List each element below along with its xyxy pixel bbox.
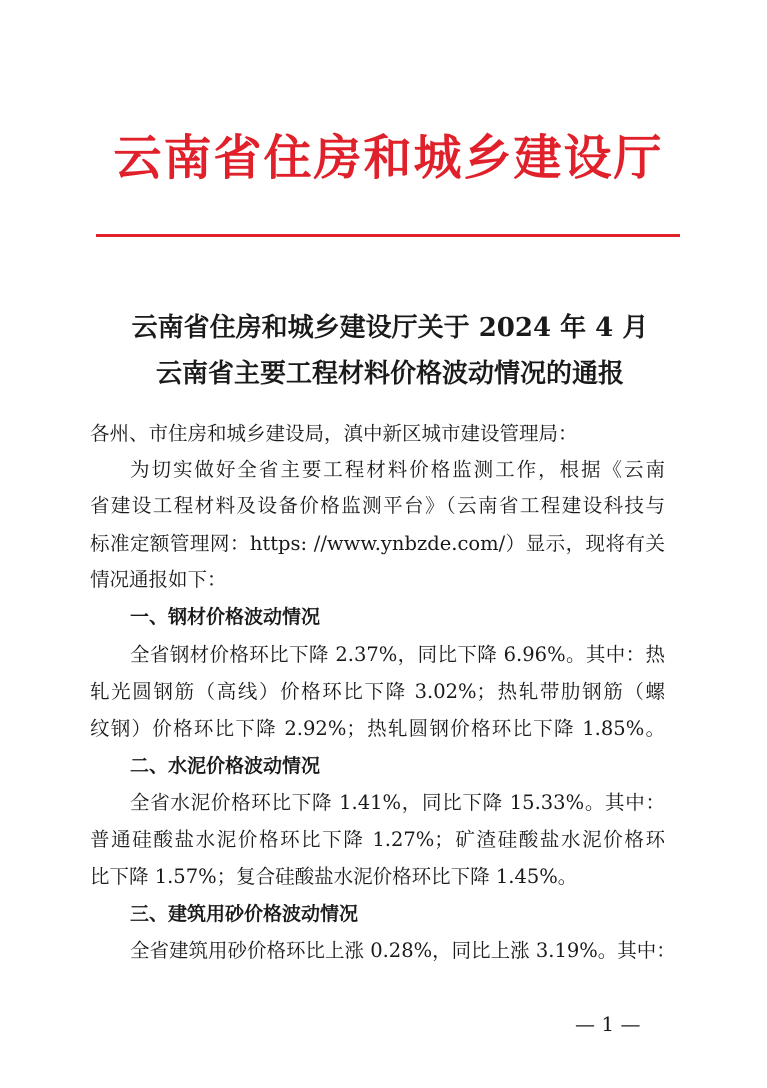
section-heading-cement: 二、水泥价格波动情况 <box>130 755 321 777</box>
page-number: — 1 — <box>575 1012 641 1036</box>
steel-line-2: 轧光圆钢筋（高线）价格环比下降 3.02%；热轧带肋钢筋（螺 <box>90 680 665 703</box>
salutation: 各州、市住房和城乡建设局，滇中新区城市建设管理局： <box>90 422 578 445</box>
steel-line-1: 全省钢材价格环比下降 2.37%，同比下降 6.96%。其中：热 <box>130 643 665 666</box>
section-heading-sand: 三、建筑用砂价格波动情况 <box>130 903 359 925</box>
cement-line-1: 全省水泥价格环比下降 1.41%，同比下降 15.33%。其中： <box>130 791 665 814</box>
intro-line-2: 省建设工程材料及设备价格监测平台》（云南省工程建设科技与 <box>90 494 665 517</box>
document-title-line-1: 云南省住房和城乡建设厅关于 2024 年 4 月 <box>131 313 649 343</box>
cement-line-2: 普通硅酸盐水泥价格环比下降 1.27%；矿渣硅酸盐水泥价格环 <box>90 828 665 851</box>
intro-line-3: 标准定额管理网：https: //www.ynbzde.com/）显示，现将有关 <box>90 532 665 555</box>
organization-header: 云南省住房和城乡建设厅 <box>113 130 664 186</box>
red-header-rule <box>96 234 680 237</box>
sand-line-1: 全省建筑用砂价格环比上涨 0.28%，同比上涨 3.19%。其中： <box>130 939 676 962</box>
steel-line-3: 纹钢）价格环比下降 2.92%；热轧圆钢价格环比下降 1.85%。 <box>90 717 665 740</box>
intro-line-1: 为切实做好全省主要工程材料价格监测工作，根据《云南 <box>130 458 665 481</box>
intro-line-4: 情况通报如下： <box>90 568 227 591</box>
document-title-line-2: 云南省主要工程材料价格波动情况的通报 <box>155 359 624 389</box>
cement-line-3: 比下降 1.57%；复合硅酸盐水泥价格环比下降 1.45%。 <box>90 865 578 888</box>
section-heading-steel: 一、钢材价格波动情况 <box>130 606 321 628</box>
